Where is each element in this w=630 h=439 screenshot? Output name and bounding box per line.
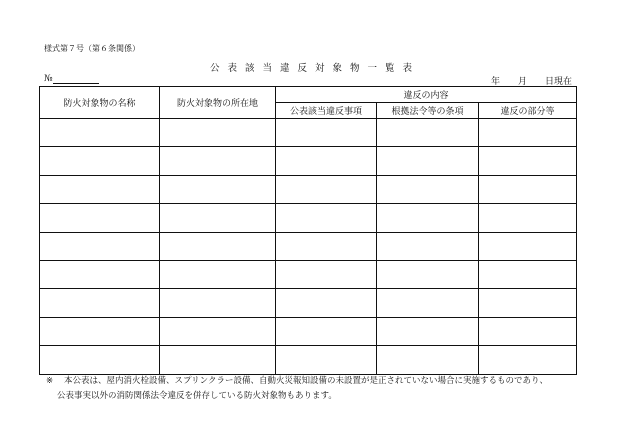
cell	[276, 346, 377, 374]
table-row	[40, 346, 577, 374]
cell	[479, 346, 577, 374]
cell	[40, 175, 160, 203]
cell	[160, 289, 276, 317]
cell	[160, 232, 276, 260]
cell	[377, 346, 479, 374]
cell	[377, 317, 479, 345]
cell	[276, 175, 377, 203]
cell	[479, 175, 577, 203]
note-mark: ※	[46, 376, 54, 386]
cell	[377, 260, 479, 288]
cell	[40, 204, 160, 232]
table-row	[40, 175, 577, 203]
table-row	[40, 232, 577, 260]
cell	[40, 317, 160, 345]
cell	[276, 289, 377, 317]
cell	[160, 346, 276, 374]
cell	[160, 175, 276, 203]
cell	[276, 119, 377, 147]
cell	[377, 289, 479, 317]
date-label: 年 月 日現在	[491, 77, 573, 87]
footnote-text-1: 本公表は、屋内消火栓設備、スプリンクラー設備、自動火災報知設備の未設置が是正されていない場合に実施するものであり、	[64, 376, 548, 386]
cell	[160, 147, 276, 175]
cell	[160, 260, 276, 288]
table-row	[40, 119, 577, 147]
footnote-line-2: 公表事実以外の消防関係法令違反を併存している防火対象物もあります。	[57, 391, 337, 401]
footnote	[46, 374, 548, 404]
cell	[276, 232, 377, 260]
cell	[40, 346, 160, 374]
cell	[40, 232, 160, 260]
cell	[40, 119, 160, 147]
cell	[377, 204, 479, 232]
cell	[160, 204, 276, 232]
form-number: 様式第７号（第６条関係）	[44, 44, 140, 53]
header-legal-basis: 根拠法令等の条項	[377, 103, 479, 119]
cell	[479, 260, 577, 288]
header-violation-items: 公表該当違反事項	[276, 103, 377, 119]
document-number	[44, 74, 99, 84]
cell	[40, 147, 160, 175]
cell	[276, 147, 377, 175]
number-blank	[53, 74, 99, 84]
violation-table	[39, 86, 577, 375]
cell	[276, 260, 377, 288]
cell	[479, 147, 577, 175]
header-violation-part: 違反の部分等	[479, 103, 577, 119]
cell	[40, 260, 160, 288]
cell	[479, 232, 577, 260]
number-label: №	[44, 74, 53, 84]
cell	[40, 289, 160, 317]
cell	[479, 204, 577, 232]
table-row	[40, 317, 577, 345]
cell	[377, 119, 479, 147]
cell	[276, 317, 377, 345]
cell	[377, 232, 479, 260]
cell	[377, 147, 479, 175]
cell	[276, 204, 377, 232]
footnote-line-1	[46, 374, 548, 389]
header-violation-group: 違反の内容	[276, 87, 577, 103]
table-row	[40, 260, 577, 288]
cell	[479, 289, 577, 317]
table-row	[40, 204, 577, 232]
header-name: 防火対象物の名称	[40, 87, 160, 119]
cell	[160, 119, 276, 147]
cell	[377, 175, 479, 203]
page-title: 公表該当違反対象物一覧表	[209, 63, 420, 74]
cell	[479, 119, 577, 147]
table-row	[40, 147, 577, 175]
cell	[160, 317, 276, 345]
header-location: 防火対象物の所在地	[160, 87, 276, 119]
table-row	[40, 289, 577, 317]
cell	[479, 317, 577, 345]
